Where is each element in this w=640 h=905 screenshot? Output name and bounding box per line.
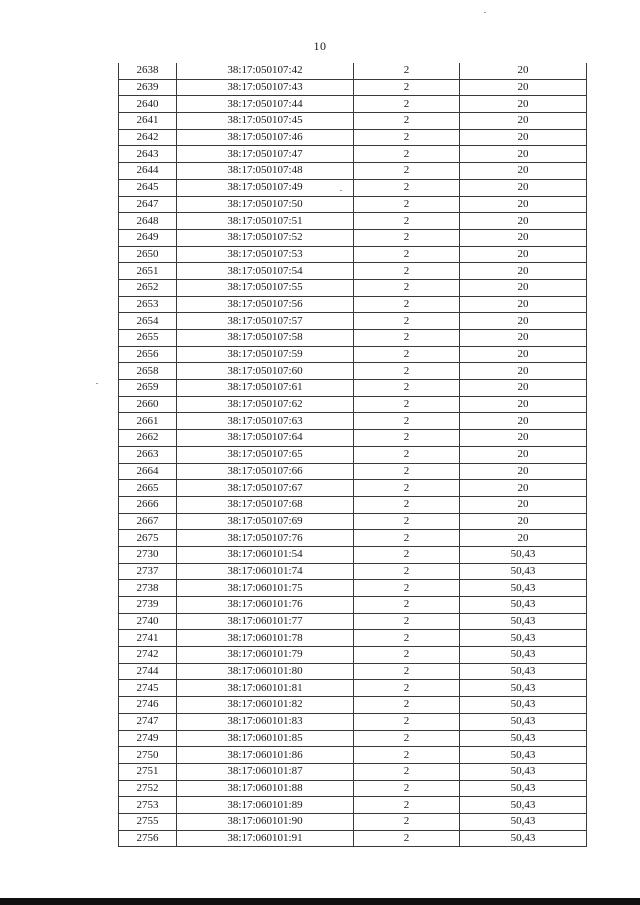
cadastral-number-cell: 38:17:050107:52 bbox=[177, 229, 354, 246]
value-cell: 20 bbox=[460, 179, 587, 196]
cadastral-number-cell: 38:17:050107:61 bbox=[177, 380, 354, 397]
count-cell: 2 bbox=[354, 747, 460, 764]
value-cell: 50,43 bbox=[460, 697, 587, 714]
value-cell: 20 bbox=[460, 246, 587, 263]
count-cell: 2 bbox=[354, 680, 460, 697]
cadastral-number-cell: 38:17:050107:49 bbox=[177, 179, 354, 196]
cadastral-number-cell: 38:17:050107:69 bbox=[177, 513, 354, 530]
row-number-cell: 2654 bbox=[119, 313, 177, 330]
cadastral-number-cell: 38:17:050107:51 bbox=[177, 213, 354, 230]
table-row bbox=[119, 747, 587, 764]
scan-speck bbox=[96, 383, 98, 384]
cadastral-number-cell: 38:17:050107:53 bbox=[177, 246, 354, 263]
row-number-cell: 2675 bbox=[119, 530, 177, 547]
row-number-cell: 2639 bbox=[119, 79, 177, 96]
table-row bbox=[119, 780, 587, 797]
table-row bbox=[119, 380, 587, 397]
table-row bbox=[119, 813, 587, 830]
row-number-cell: 2755 bbox=[119, 813, 177, 830]
row-number-cell: 2747 bbox=[119, 713, 177, 730]
value-cell: 50,43 bbox=[460, 647, 587, 664]
value-cell: 20 bbox=[460, 313, 587, 330]
count-cell: 2 bbox=[354, 713, 460, 730]
cadastral-number-cell: 38:17:050107:43 bbox=[177, 79, 354, 96]
row-number-cell: 2641 bbox=[119, 113, 177, 130]
table-row bbox=[119, 680, 587, 697]
value-cell: 20 bbox=[460, 363, 587, 380]
cadastral-number-cell: 38:17:050107:46 bbox=[177, 129, 354, 146]
table-row bbox=[119, 363, 587, 380]
count-cell: 2 bbox=[354, 597, 460, 614]
value-cell: 50,43 bbox=[460, 597, 587, 614]
row-number-cell: 2655 bbox=[119, 330, 177, 347]
value-cell: 20 bbox=[460, 330, 587, 347]
cadastral-number-cell: 38:17:060101:77 bbox=[177, 613, 354, 630]
row-number-cell: 2643 bbox=[119, 146, 177, 163]
count-cell: 2 bbox=[354, 246, 460, 263]
count-cell: 2 bbox=[354, 563, 460, 580]
count-cell: 2 bbox=[354, 697, 460, 714]
value-cell: 20 bbox=[460, 279, 587, 296]
row-number-cell: 2749 bbox=[119, 730, 177, 747]
scan-edge-bar bbox=[0, 898, 640, 905]
value-cell: 20 bbox=[460, 113, 587, 130]
count-cell: 2 bbox=[354, 296, 460, 313]
value-cell: 20 bbox=[460, 129, 587, 146]
row-number-cell: 2651 bbox=[119, 263, 177, 280]
value-cell: 20 bbox=[460, 146, 587, 163]
count-cell: 2 bbox=[354, 96, 460, 113]
cadastral-number-cell: 38:17:060101:54 bbox=[177, 546, 354, 563]
row-number-cell: 2739 bbox=[119, 597, 177, 614]
cadastral-number-cell: 38:17:060101:82 bbox=[177, 697, 354, 714]
value-cell: 20 bbox=[460, 530, 587, 547]
table-row bbox=[119, 146, 587, 163]
cadastral-number-cell: 38:17:050107:47 bbox=[177, 146, 354, 163]
value-cell: 50,43 bbox=[460, 780, 587, 797]
row-number-cell: 2750 bbox=[119, 747, 177, 764]
value-cell: 50,43 bbox=[460, 763, 587, 780]
row-number-cell: 2753 bbox=[119, 797, 177, 814]
value-cell: 20 bbox=[460, 413, 587, 430]
count-cell: 2 bbox=[354, 830, 460, 847]
count-cell: 2 bbox=[354, 546, 460, 563]
cadastral-number-cell: 38:17:050107:50 bbox=[177, 196, 354, 213]
row-number-cell: 2737 bbox=[119, 563, 177, 580]
count-cell: 2 bbox=[354, 79, 460, 96]
cadastral-number-cell: 38:17:060101:83 bbox=[177, 713, 354, 730]
count-cell: 2 bbox=[354, 530, 460, 547]
value-cell: 50,43 bbox=[460, 663, 587, 680]
count-cell: 2 bbox=[354, 647, 460, 664]
row-number-cell: 2648 bbox=[119, 213, 177, 230]
table-row bbox=[119, 530, 587, 547]
value-cell: 50,43 bbox=[460, 730, 587, 747]
value-cell: 20 bbox=[460, 163, 587, 180]
count-cell: 2 bbox=[354, 446, 460, 463]
table-row bbox=[119, 563, 587, 580]
row-number-cell: 2664 bbox=[119, 463, 177, 480]
value-cell: 20 bbox=[460, 396, 587, 413]
cadastral-number-cell: 38:17:060101:86 bbox=[177, 747, 354, 764]
value-cell: 20 bbox=[460, 380, 587, 397]
count-cell: 2 bbox=[354, 330, 460, 347]
value-cell: 20 bbox=[460, 213, 587, 230]
count-cell: 2 bbox=[354, 813, 460, 830]
row-number-cell: 2730 bbox=[119, 546, 177, 563]
count-cell: 2 bbox=[354, 613, 460, 630]
page-number: 10 bbox=[313, 39, 327, 53]
table-row bbox=[119, 480, 587, 497]
value-cell: 50,43 bbox=[460, 747, 587, 764]
count-cell: 2 bbox=[354, 797, 460, 814]
table-row bbox=[119, 580, 587, 597]
row-number-cell: 2638 bbox=[119, 63, 177, 79]
value-cell: 20 bbox=[460, 229, 587, 246]
count-cell: 2 bbox=[354, 179, 460, 196]
value-cell: 20 bbox=[460, 263, 587, 280]
count-cell: 2 bbox=[354, 196, 460, 213]
cadastral-number-cell: 38:17:060101:87 bbox=[177, 763, 354, 780]
scan-speck bbox=[484, 12, 486, 13]
table-row bbox=[119, 196, 587, 213]
row-number-cell: 2742 bbox=[119, 647, 177, 664]
row-number-cell: 2666 bbox=[119, 496, 177, 513]
table-row bbox=[119, 613, 587, 630]
table-row bbox=[119, 446, 587, 463]
row-number-cell: 2658 bbox=[119, 363, 177, 380]
value-cell: 50,43 bbox=[460, 613, 587, 630]
table-row bbox=[119, 463, 587, 480]
table-row bbox=[119, 313, 587, 330]
row-number-cell: 2645 bbox=[119, 179, 177, 196]
table-row bbox=[119, 63, 587, 79]
count-cell: 2 bbox=[354, 213, 460, 230]
table-row bbox=[119, 96, 587, 113]
value-cell: 50,43 bbox=[460, 713, 587, 730]
table-row bbox=[119, 113, 587, 130]
row-number-cell: 2663 bbox=[119, 446, 177, 463]
value-cell: 50,43 bbox=[460, 563, 587, 580]
cadastral-number-cell: 38:17:060101:81 bbox=[177, 680, 354, 697]
cadastral-number-cell: 38:17:050107:42 bbox=[177, 63, 354, 79]
table-row bbox=[119, 496, 587, 513]
value-cell: 20 bbox=[460, 463, 587, 480]
count-cell: 2 bbox=[354, 513, 460, 530]
count-cell: 2 bbox=[354, 63, 460, 79]
table-row bbox=[119, 430, 587, 447]
row-number-cell: 2752 bbox=[119, 780, 177, 797]
cadastral-number-cell: 38:17:050107:60 bbox=[177, 363, 354, 380]
row-number-cell: 2647 bbox=[119, 196, 177, 213]
cadastral-number-cell: 38:17:050107:63 bbox=[177, 413, 354, 430]
parcel-table-body bbox=[119, 63, 587, 847]
value-cell: 20 bbox=[460, 196, 587, 213]
count-cell: 2 bbox=[354, 113, 460, 130]
row-number-cell: 2656 bbox=[119, 346, 177, 363]
table-row bbox=[119, 663, 587, 680]
count-cell: 2 bbox=[354, 279, 460, 296]
cadastral-number-cell: 38:17:060101:85 bbox=[177, 730, 354, 747]
value-cell: 20 bbox=[460, 513, 587, 530]
table-row bbox=[119, 129, 587, 146]
table-row bbox=[119, 229, 587, 246]
cadastral-number-cell: 38:17:050107:58 bbox=[177, 330, 354, 347]
table-row bbox=[119, 546, 587, 563]
value-cell: 20 bbox=[460, 79, 587, 96]
value-cell: 20 bbox=[460, 480, 587, 497]
table-row bbox=[119, 513, 587, 530]
value-cell: 50,43 bbox=[460, 813, 587, 830]
value-cell: 20 bbox=[460, 430, 587, 447]
value-cell: 20 bbox=[460, 63, 587, 79]
cadastral-number-cell: 38:17:050107:54 bbox=[177, 263, 354, 280]
count-cell: 2 bbox=[354, 630, 460, 647]
row-number-cell: 2662 bbox=[119, 430, 177, 447]
table-row bbox=[119, 797, 587, 814]
table-row bbox=[119, 279, 587, 296]
cadastral-number-cell: 38:17:060101:90 bbox=[177, 813, 354, 830]
count-cell: 2 bbox=[354, 480, 460, 497]
table-row bbox=[119, 730, 587, 747]
row-number-cell: 2745 bbox=[119, 680, 177, 697]
row-number-cell: 2653 bbox=[119, 296, 177, 313]
count-cell: 2 bbox=[354, 313, 460, 330]
cadastral-number-cell: 38:17:050107:66 bbox=[177, 463, 354, 480]
count-cell: 2 bbox=[354, 580, 460, 597]
cadastral-number-cell: 38:17:060101:88 bbox=[177, 780, 354, 797]
table-row bbox=[119, 830, 587, 847]
count-cell: 2 bbox=[354, 129, 460, 146]
cadastral-number-cell: 38:17:050107:56 bbox=[177, 296, 354, 313]
table-row bbox=[119, 597, 587, 614]
row-number-cell: 2640 bbox=[119, 96, 177, 113]
cadastral-number-cell: 38:17:050107:76 bbox=[177, 530, 354, 547]
count-cell: 2 bbox=[354, 496, 460, 513]
table-row bbox=[119, 346, 587, 363]
table-row bbox=[119, 330, 587, 347]
value-cell: 50,43 bbox=[460, 680, 587, 697]
count-cell: 2 bbox=[354, 363, 460, 380]
value-cell: 50,43 bbox=[460, 797, 587, 814]
count-cell: 2 bbox=[354, 413, 460, 430]
row-number-cell: 2751 bbox=[119, 763, 177, 780]
table-row bbox=[119, 413, 587, 430]
cadastral-number-cell: 38:17:060101:74 bbox=[177, 563, 354, 580]
row-number-cell: 2661 bbox=[119, 413, 177, 430]
table-row bbox=[119, 213, 587, 230]
value-cell: 50,43 bbox=[460, 580, 587, 597]
cadastral-number-cell: 38:17:050107:45 bbox=[177, 113, 354, 130]
count-cell: 2 bbox=[354, 763, 460, 780]
count-cell: 2 bbox=[354, 780, 460, 797]
cadastral-number-cell: 38:17:050107:64 bbox=[177, 430, 354, 447]
cadastral-number-cell: 38:17:060101:89 bbox=[177, 797, 354, 814]
cadastral-number-cell: 38:17:060101:75 bbox=[177, 580, 354, 597]
count-cell: 2 bbox=[354, 229, 460, 246]
value-cell: 20 bbox=[460, 496, 587, 513]
table-row bbox=[119, 697, 587, 714]
parcel-table bbox=[118, 63, 587, 847]
cadastral-number-cell: 38:17:060101:78 bbox=[177, 630, 354, 647]
row-number-cell: 2667 bbox=[119, 513, 177, 530]
table-row bbox=[119, 79, 587, 96]
cadastral-number-cell: 38:17:060101:79 bbox=[177, 647, 354, 664]
cadastral-number-cell: 38:17:060101:91 bbox=[177, 830, 354, 847]
count-cell: 2 bbox=[354, 163, 460, 180]
table-row bbox=[119, 296, 587, 313]
row-number-cell: 2665 bbox=[119, 480, 177, 497]
count-cell: 2 bbox=[354, 396, 460, 413]
value-cell: 20 bbox=[460, 446, 587, 463]
cadastral-number-cell: 38:17:050107:44 bbox=[177, 96, 354, 113]
count-cell: 2 bbox=[354, 263, 460, 280]
count-cell: 2 bbox=[354, 730, 460, 747]
table-row bbox=[119, 179, 587, 196]
value-cell: 20 bbox=[460, 96, 587, 113]
count-cell: 2 bbox=[354, 380, 460, 397]
table-row bbox=[119, 246, 587, 263]
count-cell: 2 bbox=[354, 663, 460, 680]
cadastral-number-cell: 38:17:050107:68 bbox=[177, 496, 354, 513]
cadastral-number-cell: 38:17:050107:62 bbox=[177, 396, 354, 413]
row-number-cell: 2659 bbox=[119, 380, 177, 397]
row-number-cell: 2740 bbox=[119, 613, 177, 630]
value-cell: 20 bbox=[460, 346, 587, 363]
table-row bbox=[119, 647, 587, 664]
count-cell: 2 bbox=[354, 463, 460, 480]
table-row bbox=[119, 713, 587, 730]
row-number-cell: 2741 bbox=[119, 630, 177, 647]
cadastral-number-cell: 38:17:050107:55 bbox=[177, 279, 354, 296]
row-number-cell: 2738 bbox=[119, 580, 177, 597]
row-number-cell: 2642 bbox=[119, 129, 177, 146]
table-row bbox=[119, 630, 587, 647]
cadastral-number-cell: 38:17:060101:80 bbox=[177, 663, 354, 680]
value-cell: 50,43 bbox=[460, 546, 587, 563]
count-cell: 2 bbox=[354, 430, 460, 447]
cadastral-number-cell: 38:17:050107:67 bbox=[177, 480, 354, 497]
row-number-cell: 2652 bbox=[119, 279, 177, 296]
row-number-cell: 2649 bbox=[119, 229, 177, 246]
count-cell: 2 bbox=[354, 346, 460, 363]
row-number-cell: 2756 bbox=[119, 830, 177, 847]
cadastral-number-cell: 38:17:050107:59 bbox=[177, 346, 354, 363]
row-number-cell: 2644 bbox=[119, 163, 177, 180]
row-number-cell: 2744 bbox=[119, 663, 177, 680]
table-row bbox=[119, 396, 587, 413]
cadastral-number-cell: 38:17:050107:57 bbox=[177, 313, 354, 330]
cadastral-number-cell: 38:17:060101:76 bbox=[177, 597, 354, 614]
count-cell: 2 bbox=[354, 146, 460, 163]
cadastral-number-cell: 38:17:050107:48 bbox=[177, 163, 354, 180]
table-row bbox=[119, 163, 587, 180]
table-row bbox=[119, 763, 587, 780]
value-cell: 50,43 bbox=[460, 830, 587, 847]
value-cell: 50,43 bbox=[460, 630, 587, 647]
row-number-cell: 2746 bbox=[119, 697, 177, 714]
value-cell: 20 bbox=[460, 296, 587, 313]
cadastral-number-cell: 38:17:050107:65 bbox=[177, 446, 354, 463]
table-row bbox=[119, 263, 587, 280]
row-number-cell: 2650 bbox=[119, 246, 177, 263]
row-number-cell: 2660 bbox=[119, 396, 177, 413]
scan-speck bbox=[340, 190, 342, 191]
